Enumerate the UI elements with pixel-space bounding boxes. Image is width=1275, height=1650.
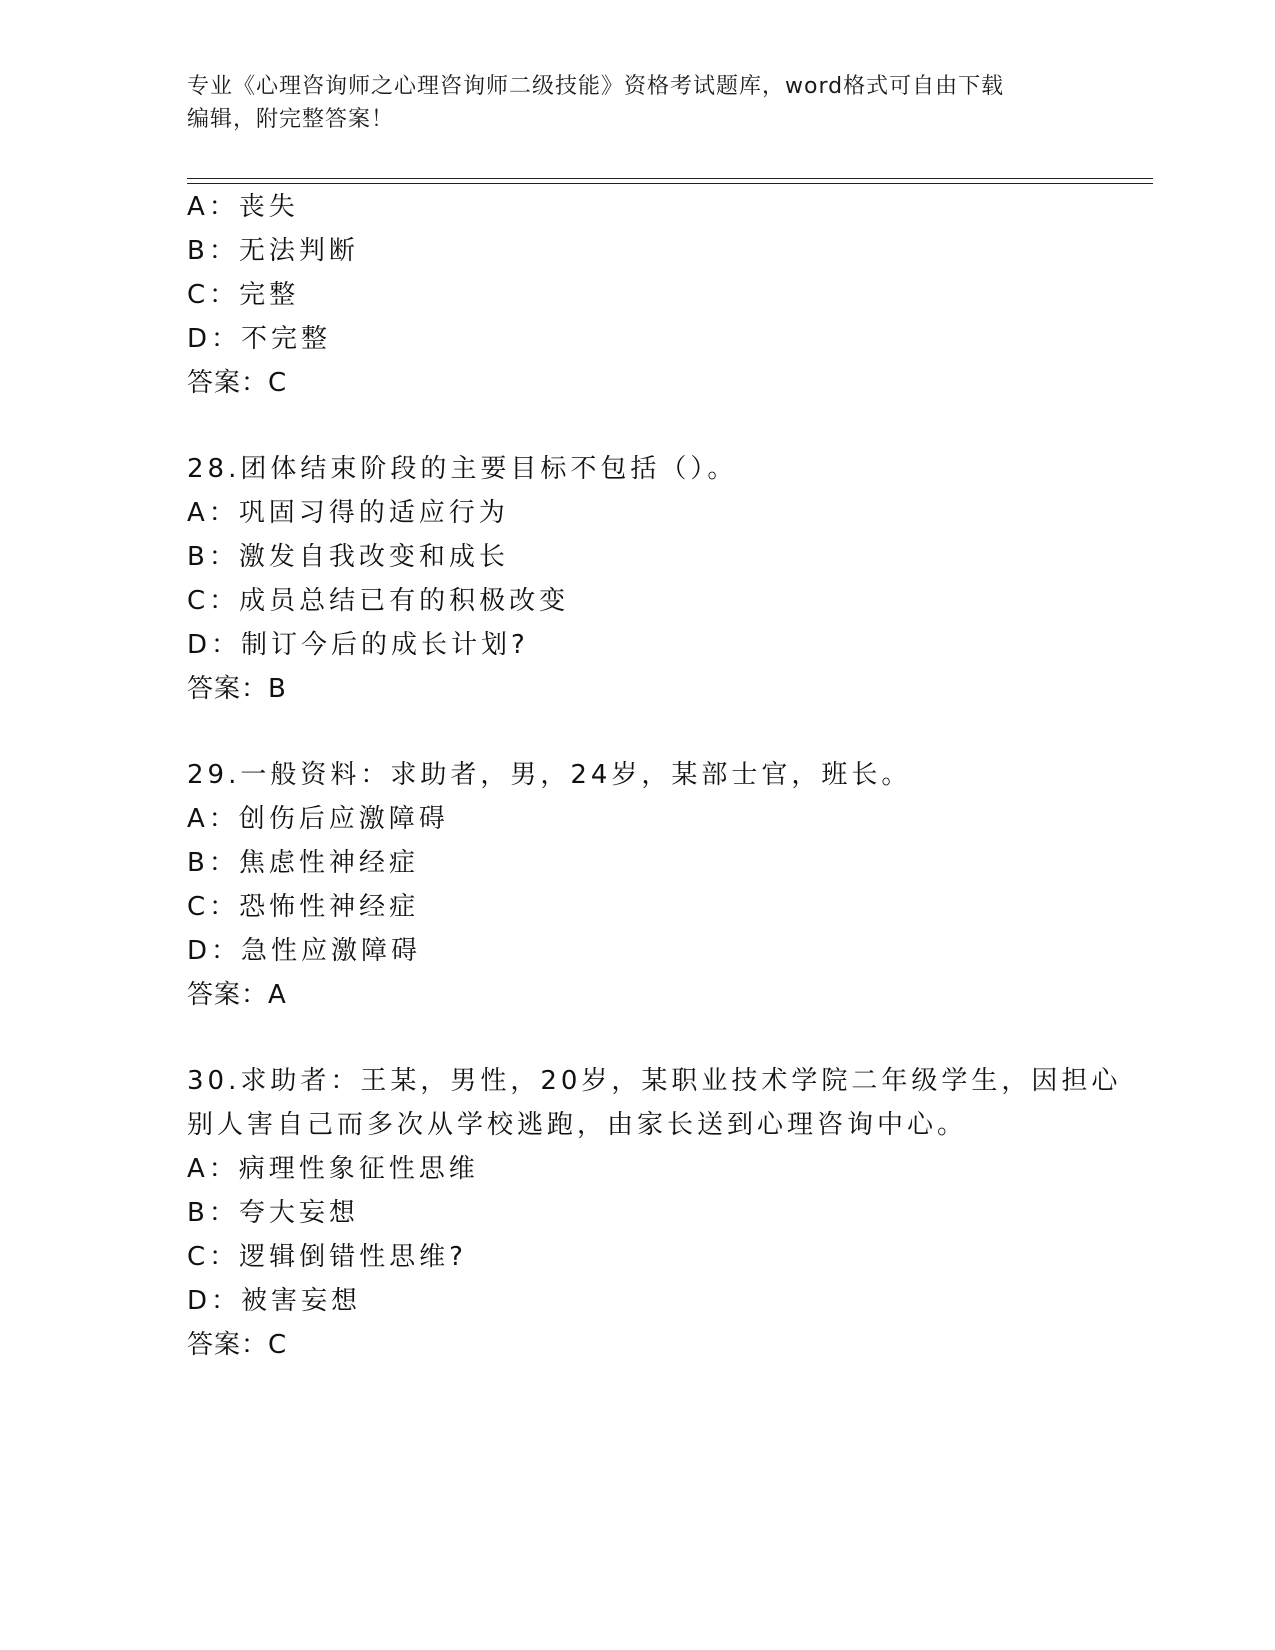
q28-option-d: D：制订今后的成长计划? — [187, 630, 529, 660]
q27-answer: 答案：C — [187, 368, 288, 398]
q28-option-c: C：成员总结已有的积极改变 — [187, 586, 570, 616]
q29-question: 29.一般资料：求助者，男，24岁，某部士官，班长。 — [187, 760, 912, 790]
q29-option-d: D：急性应激障碍 — [187, 936, 422, 966]
q29-option-c: C：恐怖性神经症 — [187, 892, 420, 922]
q29-option-b: B：焦虑性神经症 — [187, 848, 419, 878]
q30-option-c: C：逻辑倒错性思维? — [187, 1242, 467, 1272]
header-rule-bottom — [187, 183, 1153, 184]
header-line-2: 编辑，附完整答案！ — [187, 107, 395, 132]
q27-option-c: C：完整 — [187, 280, 300, 310]
q28-option-a: A：巩固习得的适应行为 — [187, 498, 509, 528]
q30-option-a: A：病理性象征性思维 — [187, 1154, 479, 1184]
header-line-1: 专业《心理咨询师之心理咨询师二级技能》资格考试题库，word格式可自由下载 — [187, 74, 1005, 99]
q29-answer: 答案：A — [187, 980, 287, 1010]
q30-answer: 答案：C — [187, 1330, 288, 1360]
q27-option-a: A：丧失 — [187, 192, 299, 222]
q28-question: 28.团体结束阶段的主要目标不包括（）。 — [187, 454, 738, 484]
q27-option-d: D：不完整 — [187, 324, 332, 354]
q28-option-b: B：激发自我改变和成长 — [187, 542, 509, 572]
q27-option-b: B：无法判断 — [187, 236, 359, 266]
q30-question-line-2: 别人害自己而多次从学校逃跑，由家长送到心理咨询中心。 — [187, 1110, 968, 1140]
q29-option-a: A：创伤后应激障碍 — [187, 804, 449, 834]
q30-question-line-1: 30.求助者：王某，男性，20岁，某职业技术学院二年级学生，因担心 — [187, 1066, 1122, 1096]
header-rule-top — [187, 178, 1153, 179]
q30-option-d: D：被害妄想 — [187, 1286, 362, 1316]
q30-option-b: B：夸大妄想 — [187, 1198, 359, 1228]
document-header — [187, 70, 1087, 136]
q28-answer: 答案：B — [187, 674, 287, 704]
